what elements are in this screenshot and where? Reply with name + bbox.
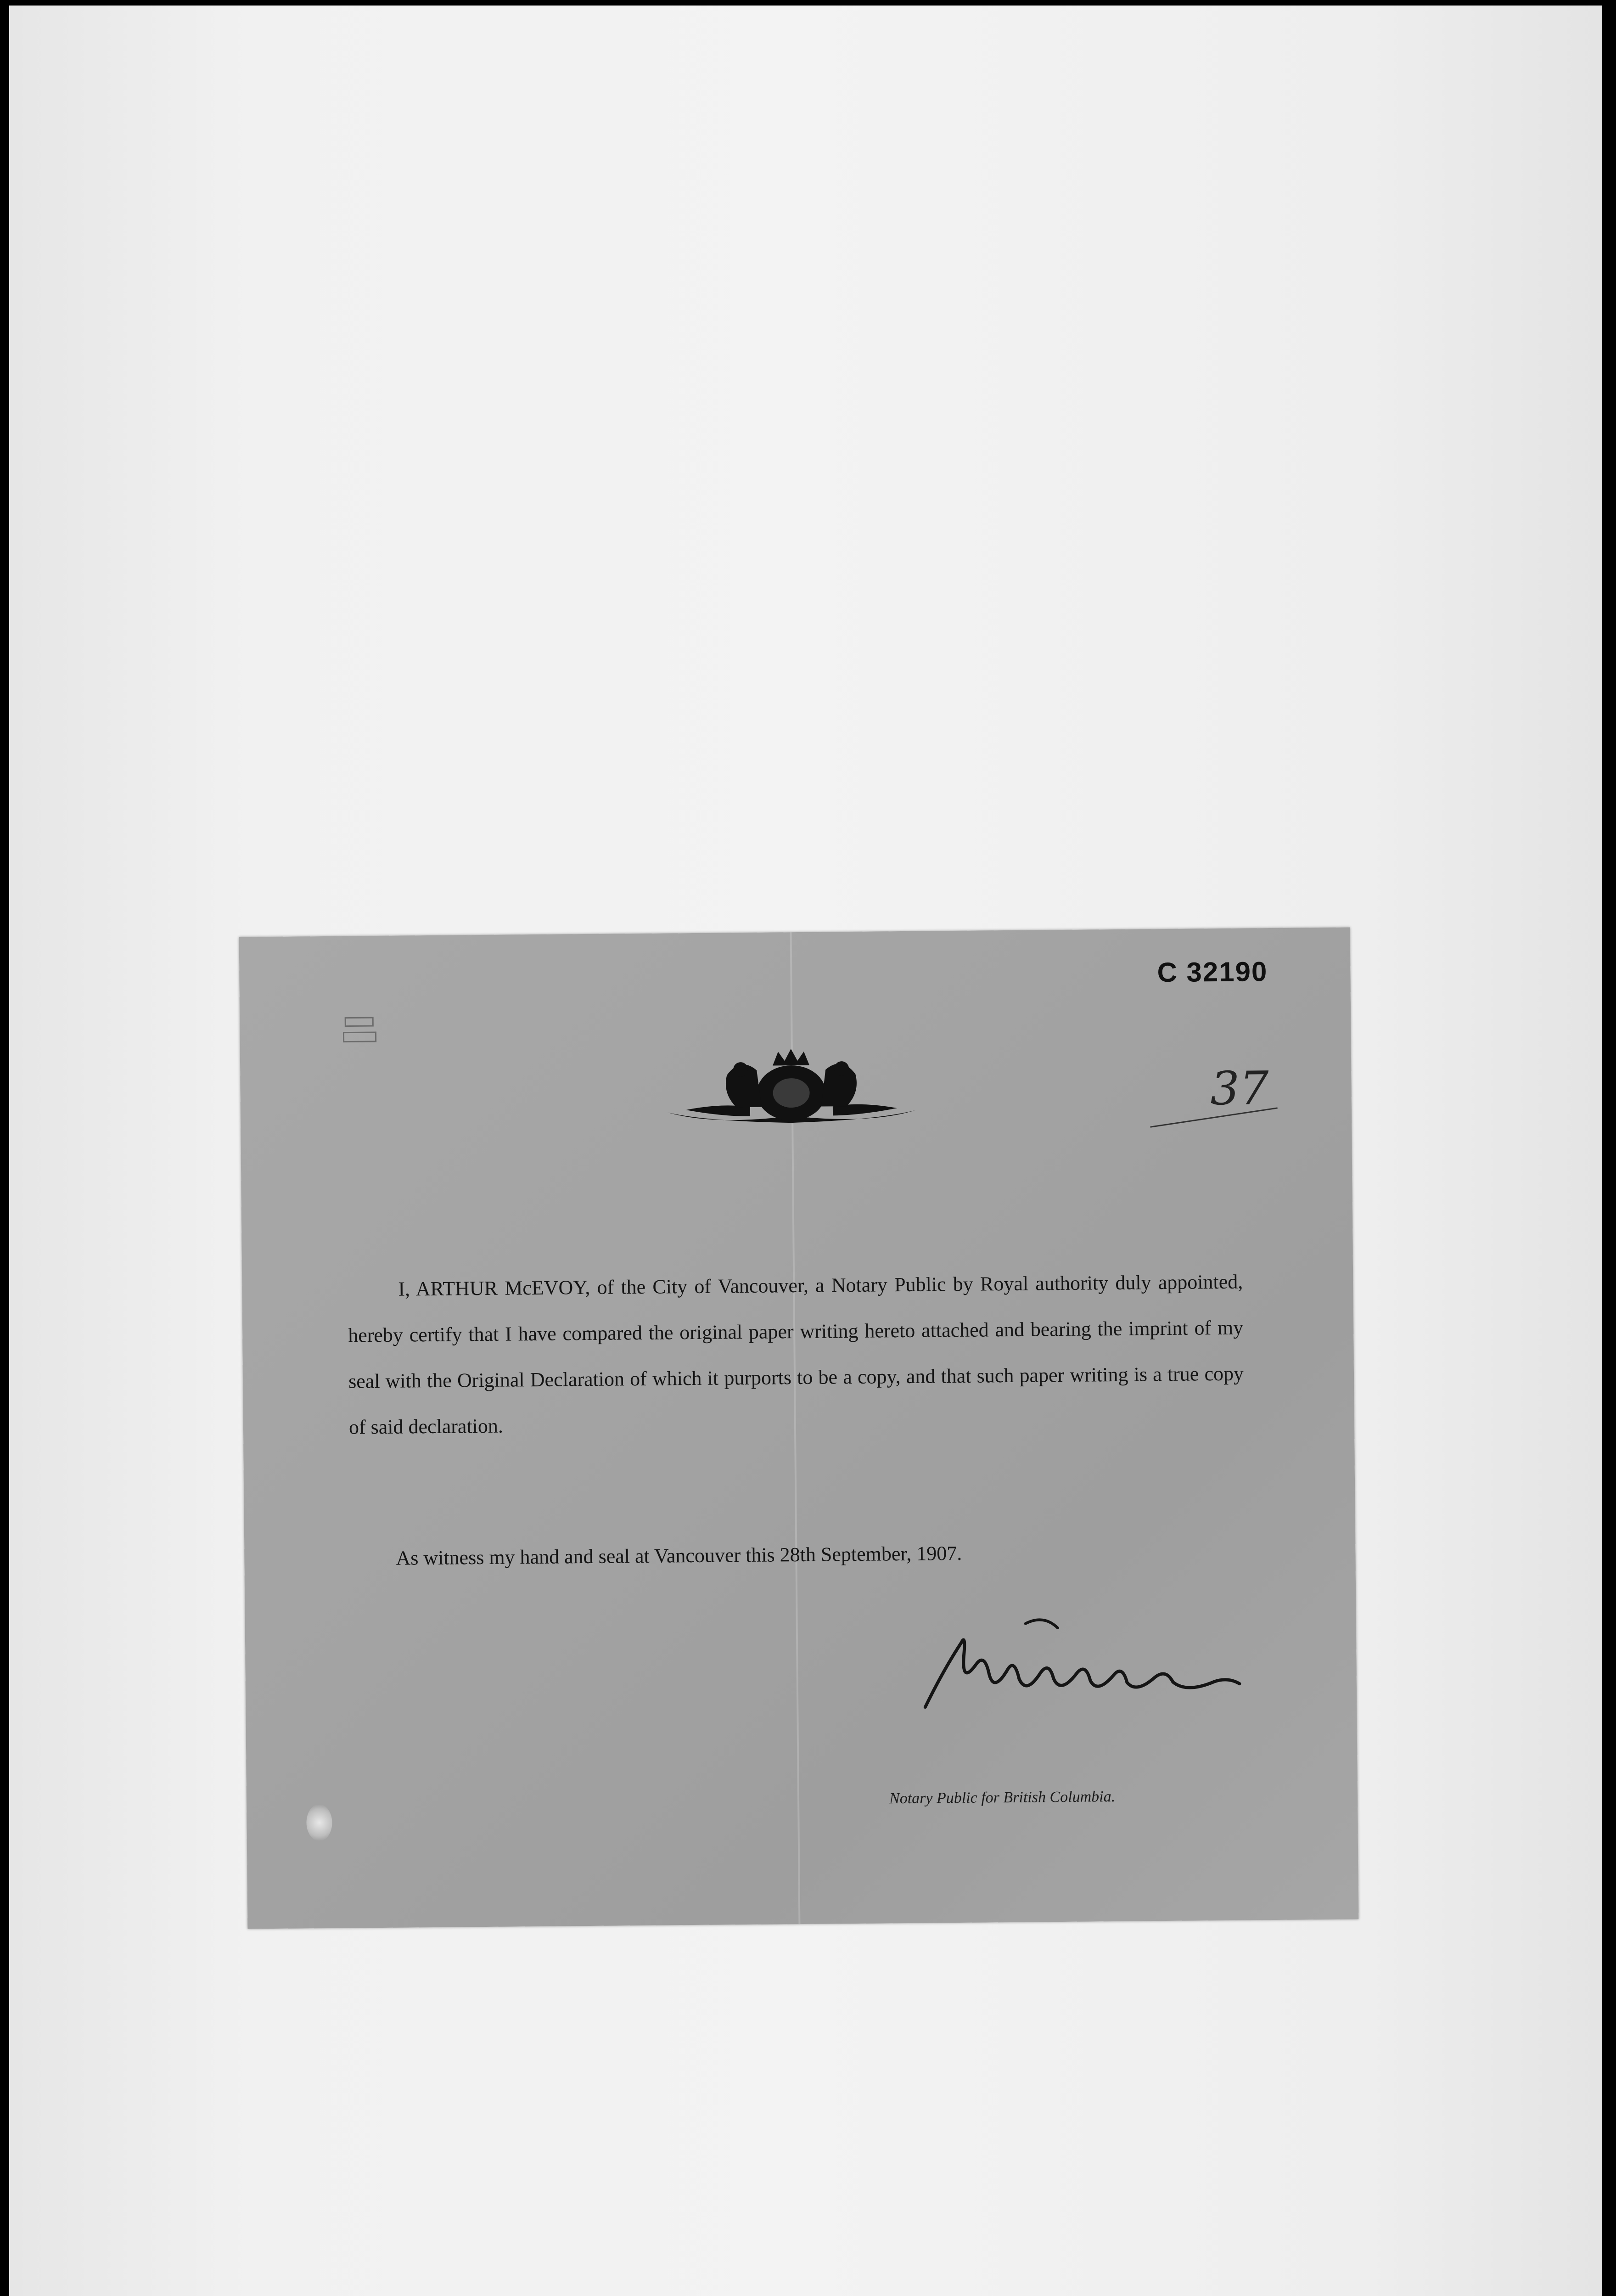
certificate-body-text: I, ARTHUR McEVOY, of the City of Vancouver, a Notary Public by Royal authority duly appointed, hereby certify that I have compared the original paper writing hereto attached and bearing the imprint of my seal with the Original Declaration of which it purports to be a copy, and that such paper writing is a true copy of said declaration. [348, 1270, 1244, 1439]
handwritten-signature [915, 1613, 1247, 1726]
faded-stamp-icon [341, 1014, 396, 1051]
royal-coat-of-arms-icon [658, 1046, 925, 1131]
folio-number: 37 [1210, 1061, 1269, 1116]
notarial-certificate [239, 927, 1359, 1929]
reference-number: C 32190 [1157, 956, 1268, 988]
witness-statement: As witness my hand and seal at Vancouver this 28th September, 1907. [396, 1542, 962, 1570]
notary-title: Notary Public for British Columbia. [889, 1788, 1116, 1807]
punch-hole [306, 1804, 332, 1841]
